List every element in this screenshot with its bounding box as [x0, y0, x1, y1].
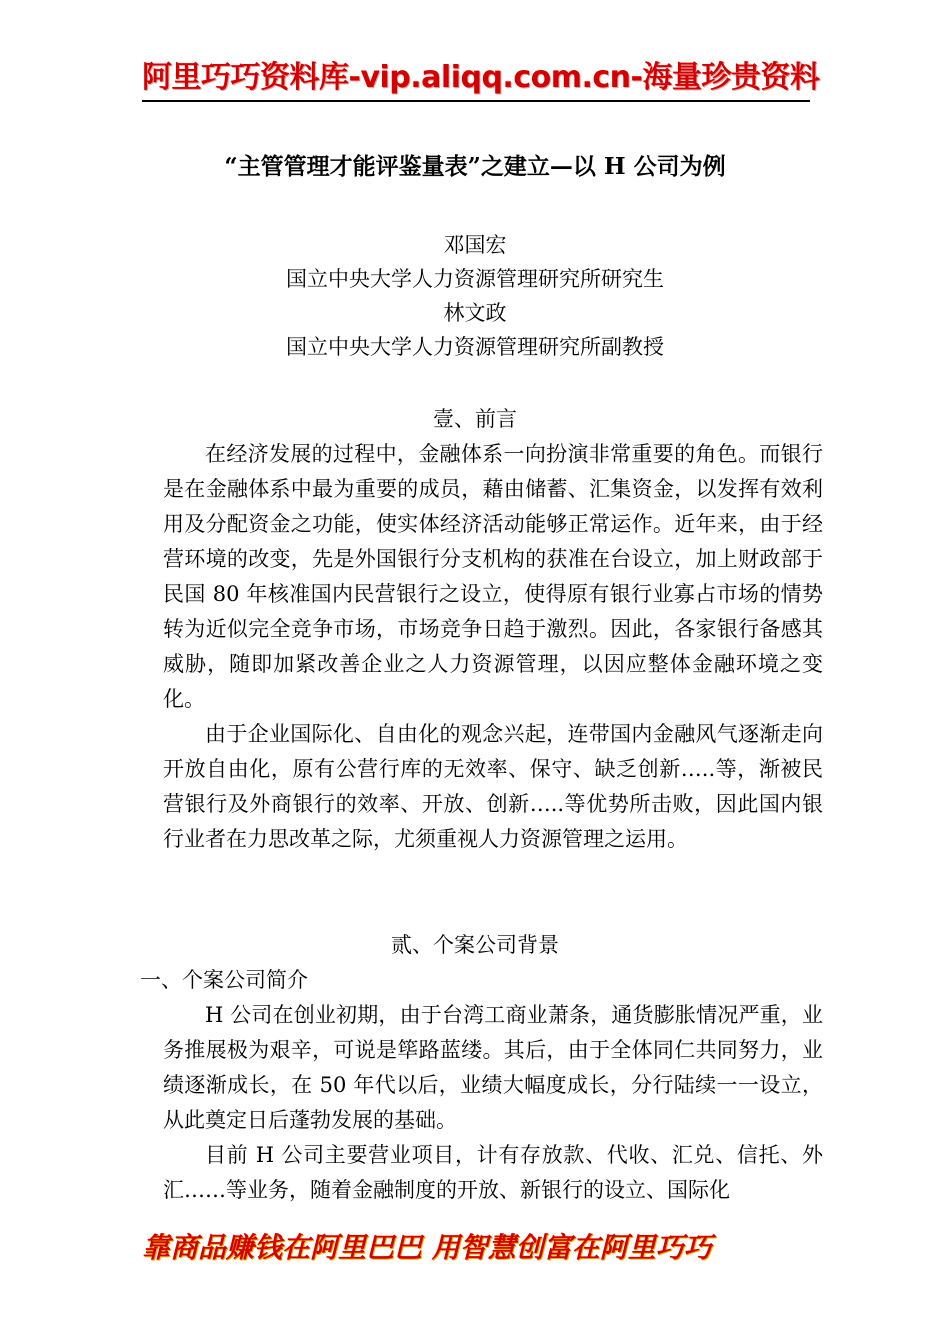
author-affiliation-2: 国立中央大学人力资源管理研究所副教授 — [286, 335, 664, 359]
section-preface-body — [163, 437, 823, 857]
subsection-heading-intro: 一、个案公司简介 — [140, 968, 308, 992]
header-divider — [142, 100, 810, 102]
paragraph: H 公司在创业初期，由于台湾工商业萧条，通货膨胀情况严重，业务推展极为艰辛，可说是筚路蓝缕。其后，由于全体同仁共同努力，业绩逐渐成长，在 50 年代以后，业绩大幅度成长，分行陆续一一设立，从此奠定日后蓬勃发展的基础。 — [163, 1003, 823, 1132]
author-name-2: 林文政 — [443, 301, 507, 325]
footer-banner: 靠商品赚钱在阿里巴巴 用智慧创富在阿里巧巧 — [142, 1231, 712, 1264]
paragraph: 由于企业国际化、自由化的观念兴起，连带国内金融风气逐渐走向开放自由化，原有公营行库的无效率、保守、缺乏创新…..等，渐被民营银行及外商银行的效率、开放、创新…..等优势所击败，因此国内银行业者在力思改革之际，尤须重视人力资源管理之运用。 — [163, 722, 823, 851]
section-heading-background: 贰、个案公司背景 — [391, 933, 559, 957]
section-heading-preface: 壹、前言 — [433, 407, 517, 431]
paragraph: 目前 H 公司主要营业项目，计有存放款、代收、汇兑、信托、外汇……等业务，随着金融制度的开放、新银行的设立、国际化 — [163, 1143, 823, 1202]
header-banner: 阿里巧巧资料库-vip.aliqq.com.cn-海量珍贵资料 — [142, 60, 820, 95]
document-title: “主管管理才能评鉴量表”之建立—以 H 公司为例 — [224, 153, 726, 180]
author-name-1: 邓国宏 — [443, 233, 507, 257]
paragraph: 在经济发展的过程中，金融体系一向扮演非常重要的角色。而银行是在金融体系中最为重要的成员，藉由储蓄、汇集资金，以发挥有效利用及分配资金之功能，使实体经济活动能够正常运作。近年来，由于经营环境的改变，先是外国银行分支机构的获准在台设立，加上财政部于民国 80 年核准国内民营银行之设立，使得原有银行业寡占市场的情势转为近似完全竞争市场，市场竞争日趋于激烈。因此，各家银行备感其威胁，随即加紧改善企业之人力资源管理，以因应整体金融环境之变化。 — [163, 442, 823, 711]
author-affiliation-1: 国立中央大学人力资源管理研究所研究生 — [286, 267, 664, 291]
section-background-body — [163, 998, 823, 1208]
